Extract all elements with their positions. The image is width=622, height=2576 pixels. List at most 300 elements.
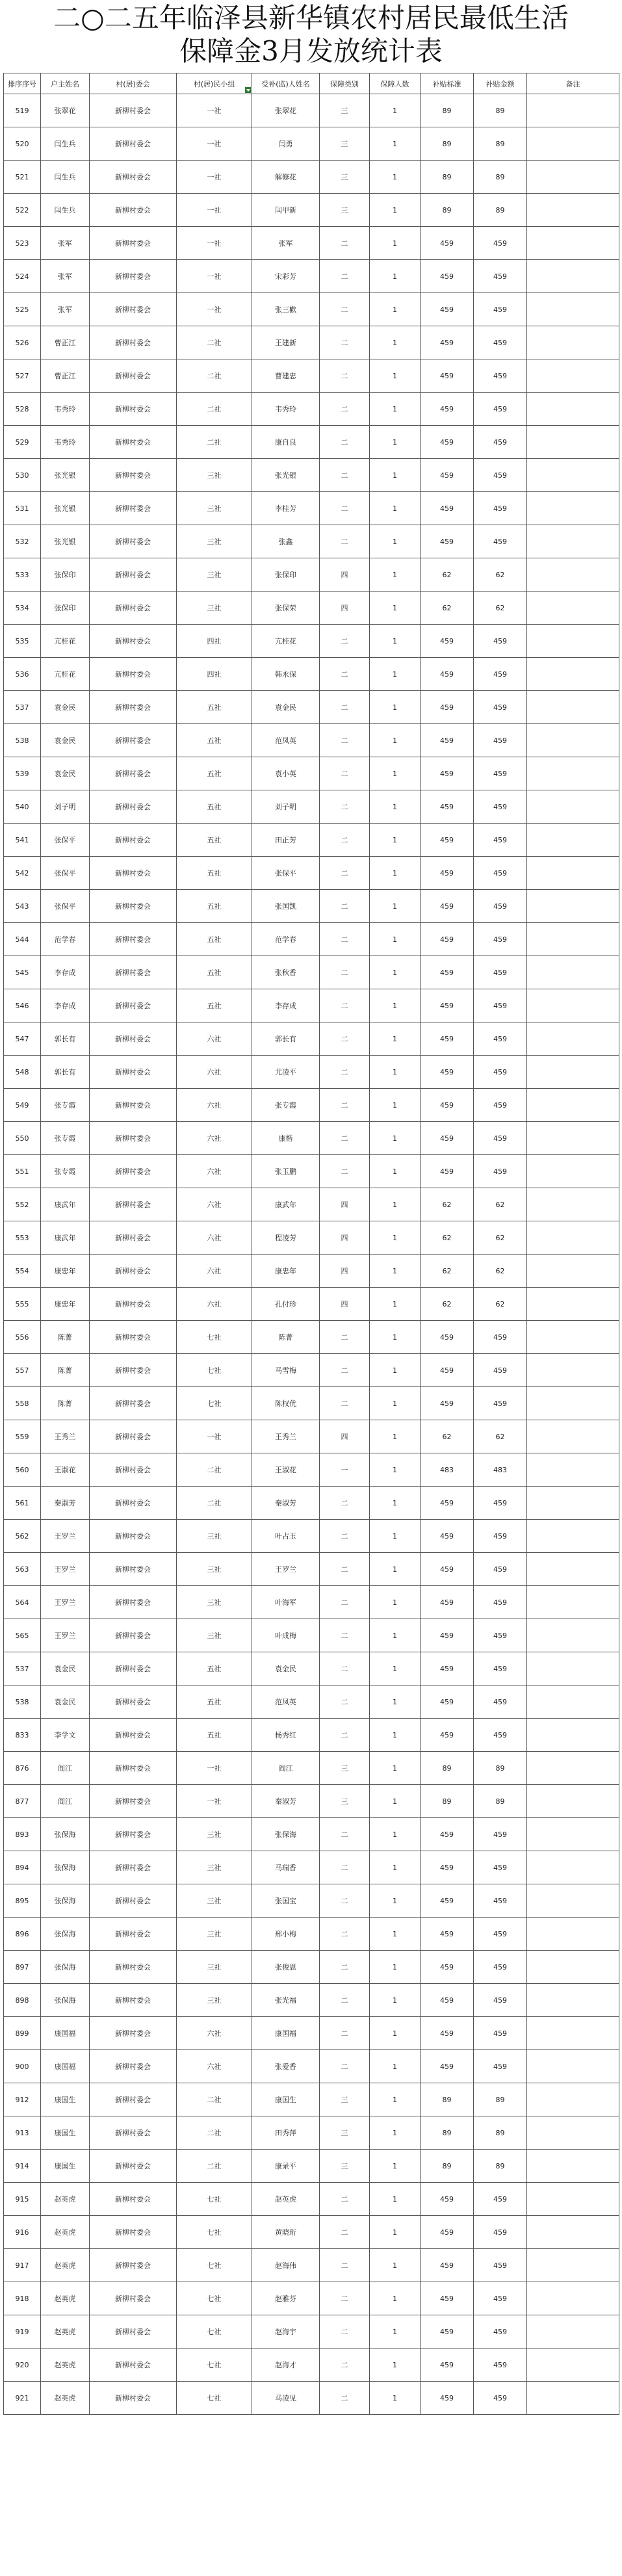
household-head-cell[interactable]: 李学文 xyxy=(41,1719,90,1752)
household-head-cell[interactable]: 韦秀玲 xyxy=(41,426,90,459)
recipient-cell[interactable]: 张玉鹏 xyxy=(252,1155,320,1188)
village-group-cell[interactable]: 七社 xyxy=(177,2249,252,2282)
col-header-household-head[interactable]: 户主姓名 xyxy=(41,73,90,94)
remarks-cell[interactable] xyxy=(527,625,619,658)
village-committee-cell[interactable]: 新柳村委会 xyxy=(90,227,177,260)
remarks-cell[interactable] xyxy=(527,1918,619,1951)
seq-cell[interactable]: 553 xyxy=(4,1221,41,1255)
category-cell[interactable]: 三 xyxy=(320,2150,370,2183)
recipient-cell[interactable]: 张国宝 xyxy=(252,1884,320,1918)
standard-cell[interactable]: 89 xyxy=(421,2150,474,2183)
seq-cell[interactable]: 536 xyxy=(4,658,41,691)
remarks-cell[interactable] xyxy=(527,1122,619,1155)
standard-cell[interactable]: 62 xyxy=(421,1288,474,1321)
household-head-cell[interactable]: 张保平 xyxy=(41,890,90,923)
village-committee-cell[interactable]: 新柳村委会 xyxy=(90,1321,177,1354)
seq-cell[interactable]: 534 xyxy=(4,592,41,625)
filter-dropdown-icon[interactable] xyxy=(245,87,251,93)
household-head-cell[interactable]: 张军 xyxy=(41,293,90,326)
seq-cell[interactable]: 529 xyxy=(4,426,41,459)
village-group-cell[interactable]: 五社 xyxy=(177,956,252,989)
recipient-cell[interactable]: 张军 xyxy=(252,227,320,260)
people-count-cell[interactable]: 1 xyxy=(370,1453,421,1487)
village-group-cell[interactable]: 一社 xyxy=(177,127,252,161)
standard-cell[interactable]: 459 xyxy=(421,2216,474,2249)
category-cell[interactable]: 二 xyxy=(320,1122,370,1155)
village-group-cell[interactable]: 一社 xyxy=(177,1785,252,1818)
remarks-cell[interactable] xyxy=(527,359,619,393)
village-group-cell[interactable]: 六社 xyxy=(177,1022,252,1056)
remarks-cell[interactable] xyxy=(527,2315,619,2348)
standard-cell[interactable]: 459 xyxy=(421,1553,474,1586)
seq-cell[interactable]: 519 xyxy=(4,94,41,127)
seq-cell[interactable]: 532 xyxy=(4,525,41,558)
recipient-cell[interactable]: 赵雅芬 xyxy=(252,2282,320,2315)
standard-cell[interactable]: 459 xyxy=(421,1354,474,1387)
people-count-cell[interactable]: 1 xyxy=(370,1884,421,1918)
village-group-cell[interactable]: 一社 xyxy=(177,194,252,227)
amount-cell[interactable]: 459 xyxy=(474,1122,527,1155)
village-committee-cell[interactable]: 新柳村委会 xyxy=(90,1089,177,1122)
village-committee-cell[interactable]: 新柳村委会 xyxy=(90,1951,177,1984)
village-group-cell[interactable]: 二社 xyxy=(177,2150,252,2183)
household-head-cell[interactable]: 赵英虎 xyxy=(41,2282,90,2315)
recipient-cell[interactable]: 秦淑芳 xyxy=(252,1487,320,1520)
standard-cell[interactable]: 459 xyxy=(421,1122,474,1155)
seq-cell[interactable]: 531 xyxy=(4,492,41,525)
seq-cell[interactable]: 893 xyxy=(4,1818,41,1851)
category-cell[interactable]: 二 xyxy=(320,2249,370,2282)
village-committee-cell[interactable]: 新柳村委会 xyxy=(90,790,177,824)
household-head-cell[interactable]: 陈菁 xyxy=(41,1321,90,1354)
category-cell[interactable]: 二 xyxy=(320,1553,370,1586)
standard-cell[interactable]: 89 xyxy=(421,2083,474,2116)
household-head-cell[interactable]: 闫生兵 xyxy=(41,161,90,194)
people-count-cell[interactable]: 1 xyxy=(370,1255,421,1288)
amount-cell[interactable]: 459 xyxy=(474,1487,527,1520)
seq-cell[interactable]: 913 xyxy=(4,2116,41,2150)
amount-cell[interactable]: 459 xyxy=(474,1984,527,2017)
standard-cell[interactable]: 459 xyxy=(421,1918,474,1951)
amount-cell[interactable]: 89 xyxy=(474,94,527,127)
people-count-cell[interactable]: 1 xyxy=(370,790,421,824)
village-committee-cell[interactable]: 新柳村委会 xyxy=(90,459,177,492)
category-cell[interactable]: 二 xyxy=(320,1354,370,1387)
standard-cell[interactable]: 459 xyxy=(421,2017,474,2050)
standard-cell[interactable]: 459 xyxy=(421,625,474,658)
household-head-cell[interactable]: 赵英虎 xyxy=(41,2382,90,2415)
remarks-cell[interactable] xyxy=(527,2183,619,2216)
people-count-cell[interactable]: 1 xyxy=(370,956,421,989)
amount-cell[interactable]: 459 xyxy=(474,1089,527,1122)
recipient-cell[interactable]: 康国生 xyxy=(252,2083,320,2116)
household-head-cell[interactable]: 张保印 xyxy=(41,592,90,625)
village-group-cell[interactable]: 七社 xyxy=(177,2315,252,2348)
amount-cell[interactable]: 459 xyxy=(474,393,527,426)
standard-cell[interactable]: 89 xyxy=(421,1752,474,1785)
standard-cell[interactable]: 459 xyxy=(421,2249,474,2282)
remarks-cell[interactable] xyxy=(527,1188,619,1221)
village-group-cell[interactable]: 三社 xyxy=(177,1918,252,1951)
category-cell[interactable]: 二 xyxy=(320,293,370,326)
amount-cell[interactable]: 62 xyxy=(474,558,527,592)
village-group-cell[interactable]: 五社 xyxy=(177,1719,252,1752)
recipient-cell[interactable]: 张保印 xyxy=(252,558,320,592)
amount-cell[interactable]: 459 xyxy=(474,790,527,824)
amount-cell[interactable]: 459 xyxy=(474,757,527,790)
village-committee-cell[interactable]: 新柳村委会 xyxy=(90,1752,177,1785)
recipient-cell[interactable]: 张光福 xyxy=(252,1984,320,2017)
remarks-cell[interactable] xyxy=(527,2050,619,2083)
col-header-seq[interactable]: 排序序号 xyxy=(4,73,41,94)
remarks-cell[interactable] xyxy=(527,824,619,857)
standard-cell[interactable]: 89 xyxy=(421,94,474,127)
people-count-cell[interactable]: 1 xyxy=(370,757,421,790)
category-cell[interactable]: 二 xyxy=(320,359,370,393)
recipient-cell[interactable]: 韩永保 xyxy=(252,658,320,691)
village-committee-cell[interactable]: 新柳村委会 xyxy=(90,2382,177,2415)
category-cell[interactable]: 四 xyxy=(320,1255,370,1288)
amount-cell[interactable]: 459 xyxy=(474,2382,527,2415)
category-cell[interactable]: 二 xyxy=(320,1089,370,1122)
village-group-cell[interactable]: 三社 xyxy=(177,1851,252,1884)
village-group-cell[interactable]: 七社 xyxy=(177,1321,252,1354)
remarks-cell[interactable] xyxy=(527,989,619,1022)
standard-cell[interactable]: 459 xyxy=(421,326,474,359)
amount-cell[interactable]: 459 xyxy=(474,2050,527,2083)
seq-cell[interactable]: 541 xyxy=(4,824,41,857)
standard-cell[interactable]: 89 xyxy=(421,127,474,161)
village-group-cell[interactable]: 七社 xyxy=(177,2348,252,2382)
people-count-cell[interactable]: 1 xyxy=(370,1719,421,1752)
amount-cell[interactable]: 89 xyxy=(474,1752,527,1785)
village-committee-cell[interactable]: 新柳村委会 xyxy=(90,824,177,857)
people-count-cell[interactable]: 1 xyxy=(370,1288,421,1321)
seq-cell[interactable]: 555 xyxy=(4,1288,41,1321)
recipient-cell[interactable]: 李桂芳 xyxy=(252,492,320,525)
village-committee-cell[interactable]: 新柳村委会 xyxy=(90,1387,177,1420)
amount-cell[interactable]: 459 xyxy=(474,691,527,724)
seq-cell[interactable]: 562 xyxy=(4,1520,41,1553)
household-head-cell[interactable]: 张光银 xyxy=(41,459,90,492)
village-group-cell[interactable]: 七社 xyxy=(177,2183,252,2216)
household-head-cell[interactable]: 范学春 xyxy=(41,923,90,956)
amount-cell[interactable]: 459 xyxy=(474,1586,527,1619)
amount-cell[interactable]: 89 xyxy=(474,2083,527,2116)
village-committee-cell[interactable]: 新柳村委会 xyxy=(90,1122,177,1155)
remarks-cell[interactable] xyxy=(527,1984,619,2017)
village-group-cell[interactable]: 四社 xyxy=(177,625,252,658)
village-committee-cell[interactable]: 新柳村委会 xyxy=(90,923,177,956)
seq-cell[interactable]: 556 xyxy=(4,1321,41,1354)
col-header-category[interactable]: 保障类别 xyxy=(320,73,370,94)
recipient-cell[interactable]: 张俊恩 xyxy=(252,1951,320,1984)
recipient-cell[interactable]: 田正芳 xyxy=(252,824,320,857)
remarks-cell[interactable] xyxy=(527,293,619,326)
recipient-cell[interactable]: 闫甲新 xyxy=(252,194,320,227)
recipient-cell[interactable]: 邢小梅 xyxy=(252,1918,320,1951)
amount-cell[interactable]: 459 xyxy=(474,1951,527,1984)
category-cell[interactable]: 三 xyxy=(320,2083,370,2116)
household-head-cell[interactable]: 袁金民 xyxy=(41,757,90,790)
category-cell[interactable]: 二 xyxy=(320,1586,370,1619)
seq-cell[interactable]: 540 xyxy=(4,790,41,824)
remarks-cell[interactable] xyxy=(527,1453,619,1487)
amount-cell[interactable]: 459 xyxy=(474,2183,527,2216)
amount-cell[interactable]: 459 xyxy=(474,426,527,459)
recipient-cell[interactable]: 韦秀玲 xyxy=(252,393,320,426)
category-cell[interactable]: 二 xyxy=(320,890,370,923)
recipient-cell[interactable]: 赵海宇 xyxy=(252,2315,320,2348)
remarks-cell[interactable] xyxy=(527,2282,619,2315)
category-cell[interactable]: 四 xyxy=(320,1420,370,1453)
category-cell[interactable]: 二 xyxy=(320,1685,370,1719)
recipient-cell[interactable]: 王罗兰 xyxy=(252,1553,320,1586)
recipient-cell[interactable]: 张专霞 xyxy=(252,1089,320,1122)
remarks-cell[interactable] xyxy=(527,1321,619,1354)
amount-cell[interactable]: 459 xyxy=(474,1818,527,1851)
standard-cell[interactable]: 459 xyxy=(421,790,474,824)
people-count-cell[interactable]: 1 xyxy=(370,2017,421,2050)
remarks-cell[interactable] xyxy=(527,724,619,757)
village-group-cell[interactable]: 三社 xyxy=(177,1520,252,1553)
amount-cell[interactable]: 459 xyxy=(474,956,527,989)
standard-cell[interactable]: 459 xyxy=(421,1884,474,1918)
category-cell[interactable]: 二 xyxy=(320,1487,370,1520)
category-cell[interactable]: 二 xyxy=(320,2382,370,2415)
people-count-cell[interactable]: 1 xyxy=(370,1818,421,1851)
remarks-cell[interactable] xyxy=(527,1089,619,1122)
amount-cell[interactable]: 459 xyxy=(474,1652,527,1685)
standard-cell[interactable]: 62 xyxy=(421,1188,474,1221)
standard-cell[interactable]: 459 xyxy=(421,1387,474,1420)
remarks-cell[interactable] xyxy=(527,2249,619,2282)
household-head-cell[interactable]: 李存成 xyxy=(41,956,90,989)
standard-cell[interactable]: 459 xyxy=(421,1951,474,1984)
remarks-cell[interactable] xyxy=(527,1685,619,1719)
people-count-cell[interactable]: 1 xyxy=(370,326,421,359)
seq-cell[interactable]: 919 xyxy=(4,2315,41,2348)
standard-cell[interactable]: 62 xyxy=(421,558,474,592)
standard-cell[interactable]: 459 xyxy=(421,260,474,293)
seq-cell[interactable]: 560 xyxy=(4,1453,41,1487)
category-cell[interactable]: 二 xyxy=(320,923,370,956)
village-group-cell[interactable]: 二社 xyxy=(177,359,252,393)
standard-cell[interactable]: 459 xyxy=(421,1619,474,1652)
remarks-cell[interactable] xyxy=(527,2382,619,2415)
amount-cell[interactable]: 459 xyxy=(474,1520,527,1553)
village-committee-cell[interactable]: 新柳村委会 xyxy=(90,359,177,393)
remarks-cell[interactable] xyxy=(527,1652,619,1685)
recipient-cell[interactable]: 马雪梅 xyxy=(252,1354,320,1387)
seq-cell[interactable]: 543 xyxy=(4,890,41,923)
remarks-cell[interactable] xyxy=(527,161,619,194)
seq-cell[interactable]: 912 xyxy=(4,2083,41,2116)
village-group-cell[interactable]: 二社 xyxy=(177,393,252,426)
people-count-cell[interactable]: 1 xyxy=(370,2249,421,2282)
recipient-cell[interactable]: 范凤英 xyxy=(252,1685,320,1719)
category-cell[interactable]: 二 xyxy=(320,459,370,492)
category-cell[interactable]: 二 xyxy=(320,1321,370,1354)
village-group-cell[interactable]: 五社 xyxy=(177,790,252,824)
people-count-cell[interactable]: 1 xyxy=(370,1652,421,1685)
village-group-cell[interactable]: 三社 xyxy=(177,1984,252,2017)
household-head-cell[interactable]: 张保海 xyxy=(41,1818,90,1851)
recipient-cell[interactable]: 张翠花 xyxy=(252,94,320,127)
category-cell[interactable]: 二 xyxy=(320,1984,370,2017)
household-head-cell[interactable]: 曹正江 xyxy=(41,326,90,359)
category-cell[interactable]: 三 xyxy=(320,1785,370,1818)
standard-cell[interactable]: 483 xyxy=(421,1453,474,1487)
people-count-cell[interactable]: 1 xyxy=(370,2282,421,2315)
people-count-cell[interactable]: 1 xyxy=(370,724,421,757)
village-committee-cell[interactable]: 新柳村委会 xyxy=(90,2050,177,2083)
seq-cell[interactable]: 921 xyxy=(4,2382,41,2415)
village-committee-cell[interactable]: 新柳村委会 xyxy=(90,1619,177,1652)
recipient-cell[interactable]: 赵英虎 xyxy=(252,2183,320,2216)
household-head-cell[interactable]: 张保海 xyxy=(41,1918,90,1951)
people-count-cell[interactable]: 1 xyxy=(370,1354,421,1387)
people-count-cell[interactable]: 1 xyxy=(370,1420,421,1453)
people-count-cell[interactable]: 1 xyxy=(370,1752,421,1785)
household-head-cell[interactable]: 陈菁 xyxy=(41,1354,90,1387)
amount-cell[interactable]: 459 xyxy=(474,2282,527,2315)
remarks-cell[interactable] xyxy=(527,1354,619,1387)
standard-cell[interactable]: 459 xyxy=(421,2282,474,2315)
category-cell[interactable]: 三 xyxy=(320,161,370,194)
household-head-cell[interactable]: 康国生 xyxy=(41,2116,90,2150)
village-group-cell[interactable]: 五社 xyxy=(177,724,252,757)
remarks-cell[interactable] xyxy=(527,2150,619,2183)
village-group-cell[interactable]: 二社 xyxy=(177,1453,252,1487)
people-count-cell[interactable]: 1 xyxy=(370,658,421,691)
household-head-cell[interactable]: 张翠花 xyxy=(41,94,90,127)
village-group-cell[interactable]: 五社 xyxy=(177,1685,252,1719)
standard-cell[interactable]: 459 xyxy=(421,2050,474,2083)
remarks-cell[interactable] xyxy=(527,326,619,359)
recipient-cell[interactable]: 张光银 xyxy=(252,459,320,492)
remarks-cell[interactable] xyxy=(527,260,619,293)
remarks-cell[interactable] xyxy=(527,426,619,459)
village-group-cell[interactable]: 六社 xyxy=(177,1221,252,1255)
recipient-cell[interactable]: 解修花 xyxy=(252,161,320,194)
recipient-cell[interactable]: 张秋香 xyxy=(252,956,320,989)
household-head-cell[interactable]: 亢桂花 xyxy=(41,625,90,658)
col-header-amount[interactable]: 补贴金额 xyxy=(474,73,527,94)
amount-cell[interactable]: 459 xyxy=(474,1851,527,1884)
col-header-people-count[interactable]: 保障人数 xyxy=(370,73,421,94)
household-head-cell[interactable]: 张专霞 xyxy=(41,1122,90,1155)
standard-cell[interactable]: 459 xyxy=(421,393,474,426)
standard-cell[interactable]: 459 xyxy=(421,2348,474,2382)
standard-cell[interactable]: 459 xyxy=(421,857,474,890)
standard-cell[interactable]: 459 xyxy=(421,1851,474,1884)
village-committee-cell[interactable]: 新柳村委会 xyxy=(90,724,177,757)
people-count-cell[interactable]: 1 xyxy=(370,2315,421,2348)
household-head-cell[interactable]: 张光银 xyxy=(41,492,90,525)
seq-cell[interactable]: 899 xyxy=(4,2017,41,2050)
village-committee-cell[interactable]: 新柳村委会 xyxy=(90,127,177,161)
seq-cell[interactable]: 525 xyxy=(4,293,41,326)
standard-cell[interactable]: 459 xyxy=(421,724,474,757)
household-head-cell[interactable]: 郭长有 xyxy=(41,1056,90,1089)
category-cell[interactable]: 二 xyxy=(320,1652,370,1685)
remarks-cell[interactable] xyxy=(527,857,619,890)
standard-cell[interactable]: 459 xyxy=(421,1321,474,1354)
village-committee-cell[interactable]: 新柳村委会 xyxy=(90,326,177,359)
household-head-cell[interactable]: 张保印 xyxy=(41,558,90,592)
col-header-standard[interactable]: 补贴标准 xyxy=(421,73,474,94)
village-group-cell[interactable]: 六社 xyxy=(177,1255,252,1288)
remarks-cell[interactable] xyxy=(527,2083,619,2116)
village-committee-cell[interactable]: 新柳村委会 xyxy=(90,558,177,592)
seq-cell[interactable]: 918 xyxy=(4,2282,41,2315)
seq-cell[interactable]: 522 xyxy=(4,194,41,227)
seq-cell[interactable]: 538 xyxy=(4,1685,41,1719)
recipient-cell[interactable]: 张鑫 xyxy=(252,525,320,558)
col-header-remarks[interactable]: 备注 xyxy=(527,73,619,94)
seq-cell[interactable]: 549 xyxy=(4,1089,41,1122)
standard-cell[interactable]: 62 xyxy=(421,1255,474,1288)
amount-cell[interactable]: 89 xyxy=(474,2150,527,2183)
village-committee-cell[interactable]: 新柳村委会 xyxy=(90,691,177,724)
household-head-cell[interactable]: 康武年 xyxy=(41,1221,90,1255)
standard-cell[interactable]: 459 xyxy=(421,890,474,923)
people-count-cell[interactable]: 1 xyxy=(370,426,421,459)
village-group-cell[interactable]: 一社 xyxy=(177,227,252,260)
remarks-cell[interactable] xyxy=(527,956,619,989)
category-cell[interactable]: 三 xyxy=(320,2116,370,2150)
people-count-cell[interactable]: 1 xyxy=(370,127,421,161)
household-head-cell[interactable]: 康国生 xyxy=(41,2150,90,2183)
village-committee-cell[interactable]: 新柳村委会 xyxy=(90,525,177,558)
recipient-cell[interactable]: 陈权优 xyxy=(252,1387,320,1420)
amount-cell[interactable]: 459 xyxy=(474,1354,527,1387)
standard-cell[interactable]: 459 xyxy=(421,426,474,459)
people-count-cell[interactable]: 1 xyxy=(370,1520,421,1553)
category-cell[interactable]: 四 xyxy=(320,592,370,625)
household-head-cell[interactable]: 袁金民 xyxy=(41,1685,90,1719)
village-committee-cell[interactable]: 新柳村委会 xyxy=(90,161,177,194)
village-committee-cell[interactable]: 新柳村委会 xyxy=(90,1884,177,1918)
amount-cell[interactable]: 459 xyxy=(474,492,527,525)
seq-cell[interactable]: 897 xyxy=(4,1951,41,1984)
village-group-cell[interactable]: 三社 xyxy=(177,492,252,525)
people-count-cell[interactable]: 1 xyxy=(370,359,421,393)
category-cell[interactable]: 二 xyxy=(320,1719,370,1752)
seq-cell[interactable]: 894 xyxy=(4,1851,41,1884)
amount-cell[interactable]: 459 xyxy=(474,359,527,393)
remarks-cell[interactable] xyxy=(527,757,619,790)
recipient-cell[interactable]: 阎江 xyxy=(252,1752,320,1785)
village-committee-cell[interactable]: 新柳村委会 xyxy=(90,260,177,293)
remarks-cell[interactable] xyxy=(527,227,619,260)
remarks-cell[interactable] xyxy=(527,691,619,724)
village-committee-cell[interactable]: 新柳村委会 xyxy=(90,1188,177,1221)
category-cell[interactable]: 二 xyxy=(320,956,370,989)
remarks-cell[interactable] xyxy=(527,492,619,525)
people-count-cell[interactable]: 1 xyxy=(370,1188,421,1221)
recipient-cell[interactable]: 孔付珍 xyxy=(252,1288,320,1321)
remarks-cell[interactable] xyxy=(527,459,619,492)
standard-cell[interactable]: 459 xyxy=(421,1719,474,1752)
people-count-cell[interactable]: 1 xyxy=(370,1851,421,1884)
village-committee-cell[interactable]: 新柳村委会 xyxy=(90,1354,177,1387)
recipient-cell[interactable]: 马凌见 xyxy=(252,2382,320,2415)
seq-cell[interactable]: 539 xyxy=(4,757,41,790)
amount-cell[interactable]: 459 xyxy=(474,2017,527,2050)
remarks-cell[interactable] xyxy=(527,1851,619,1884)
